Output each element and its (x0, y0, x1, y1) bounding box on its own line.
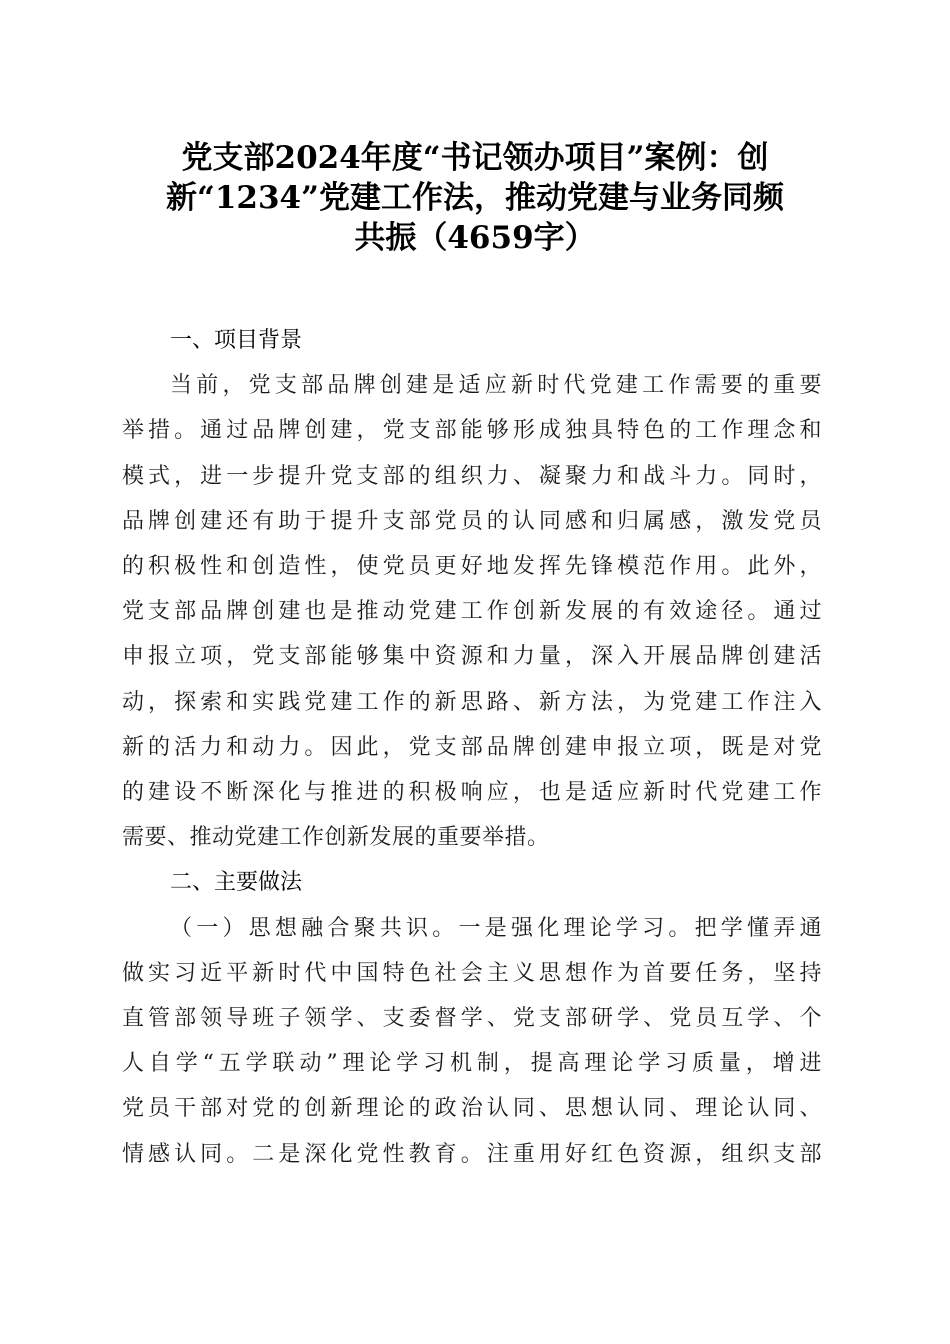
text-line: 直管部领导班子领学、支委督学、党支部研学、党员互学、个 (122, 1006, 822, 1032)
text-line: 人自学“五学联动”理论学习机制，提高理论学习质量，增进 (122, 1051, 822, 1077)
text-line: 模式，进一步提升党支部的组织力、凝聚力和战斗力。同时， (122, 463, 822, 489)
text-line: 党员干部对党的创新理论的政治认同、思想认同、理论认同、 (122, 1096, 822, 1122)
text-line: 党支部品牌创建也是推动党建工作创新发展的有效途径。通过 (122, 599, 822, 625)
title-line: 新“1234”党建工作法，推动党建与业务同频 (166, 180, 784, 216)
paragraph-methods (122, 906, 822, 1177)
title-line: 党支部2024年度“书记领办项目”案例：创 (181, 140, 769, 176)
text-line: 申报立项，党支部能够集中资源和力量，深入开展品牌创建活 (122, 644, 822, 670)
text-line: 新的活力和动力。因此，党支部品牌创建申报立项，既是对党 (122, 734, 822, 760)
text-line: 举措。通过品牌创建，党支部能够形成独具特色的工作理念和 (122, 418, 822, 444)
text-line: 的积极性和创造性，使党员更好地发挥先锋模范作用。此外， (122, 554, 822, 580)
text-line: 动，探索和实践党建工作的新思路、新方法，为党建工作注入 (122, 689, 822, 715)
text-line: 情感认同。二是深化党性教育。注重用好红色资源，组织支部 (122, 1141, 822, 1167)
document-title (110, 138, 840, 258)
text-line: 品牌创建还有助于提升支部党员的认同感和归属感，激发党员 (122, 508, 822, 534)
paragraph-background (122, 363, 822, 860)
document-body (122, 318, 822, 1177)
text-line: 做实习近平新时代中国特色社会主义思想作为首要任务，坚持 (122, 960, 822, 986)
text-line: （一）思想融合聚共识。一是强化理论学习。把学懂弄通 (170, 915, 822, 941)
text-line: 的建设不断深化与推进的积极响应，也是适应新时代党建工作 (122, 780, 822, 806)
text-line: 当前，党支部品牌创建是适应新时代党建工作需要的重要 (170, 373, 822, 399)
section-heading-background: 一、项目背景 (170, 328, 303, 353)
section-heading-methods: 二、主要做法 (170, 870, 303, 896)
title-line: 共振（4659字） (354, 220, 596, 256)
text-line: 需要、推动党建工作创新发展的重要举措。 (122, 825, 550, 851)
